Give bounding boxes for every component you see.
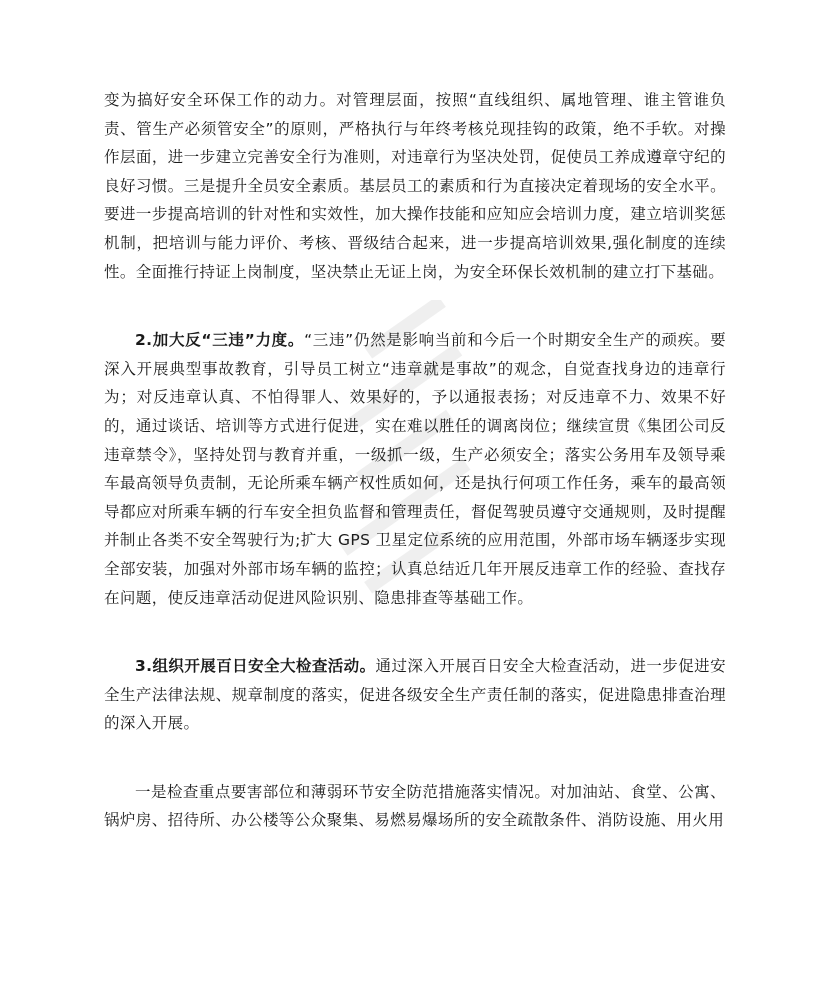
paragraph-continuation: 变为搞好安全环保工作的动力。对管理层面，按照“直线组织、属地管理、谁主管谁负责、管生产必须管安全”的原则，严格执行与年终考核兑现挂钩的政策，绝不手软。对操作层面，进一步建立完善安全行为准则，对违章行为坚决处罚，促使员工养成遵章守纪的良好习惯。三是提升全员安全素质。基层员工的素质和行为直接决定着现场的安全水平。要进一步提高培训的针对性和实效性，加大操作技能和应知应会培训力度，建立培训奖惩机制，把培训与能力评价、考核、晋级结合起来，进一步提高培训效果,强化制度的连续性。全面推行持证上岗制度，坚决禁止无证上岗，为安全环保长效机制的建立打下基础。 [104,91,726,281]
section-2-paragraph [104,326,726,612]
section-2-heading: 2.加大反“三违”力度。 [135,331,305,350]
section-3-paragraph [104,652,726,738]
paragraph-gap [104,612,726,652]
paragraph-gap [104,286,726,326]
paragraph-4: 一是检查重点要害部位和薄弱环节安全防范措施落实情况。对加油站、食堂、公寓、锅炉房、招待所、办公楼等公众聚集、易燃易爆场所的安全疏散条件、消防设施、用火用 [104,782,726,830]
section-3-body: 通过深入开展百日安全大检查活动，进一步促进安全生产法律法规、规章制度的落实，促进各级安全生产责任制的落实，促进隐患排查治理的深入开展。 [104,657,726,733]
document-body [104,86,726,835]
section-2-body: “三违”仍然是影响当前和今后一个时期安全生产的顽疾。要深入开展典型事故教育，引导员工树立“违章就是事故”的观念，自觉查找身边的违章行为；对反违章认真、不怕得罪人、效果好的，予以通报表扬；对反违章不力、效果不好的，通过谈话、培训等方式进行促进，实在难以胜任的调离岗位；继续宣贯《集团公司反违章禁令》，坚持处罚与教育并重，一级抓一级，生产必须安全；落实公务用车及领导乘车最高领导负责制，无论所乘车辆产权性质如何，还是执行何项工作任务，乘车的最高领导都应对所乘车辆的行车安全担负监督和管理责任，督促驾驶员遵守交通规则，及时提醒并制止各类不安全驾驶行为;扩大 GPS 卫星定位系统的应用范围，外部市场车辆逐步实现全部安装，加强对外部市场车辆的监控；认真总结近几年开展反违章工作的经验、查找存在问题，使反违章活动促进风险识别、隐患排查等基础工作。 [104,331,726,607]
section-3-heading: 3.组织开展百日安全大检查活动。 [135,657,376,676]
paragraph-gap [104,738,726,778]
